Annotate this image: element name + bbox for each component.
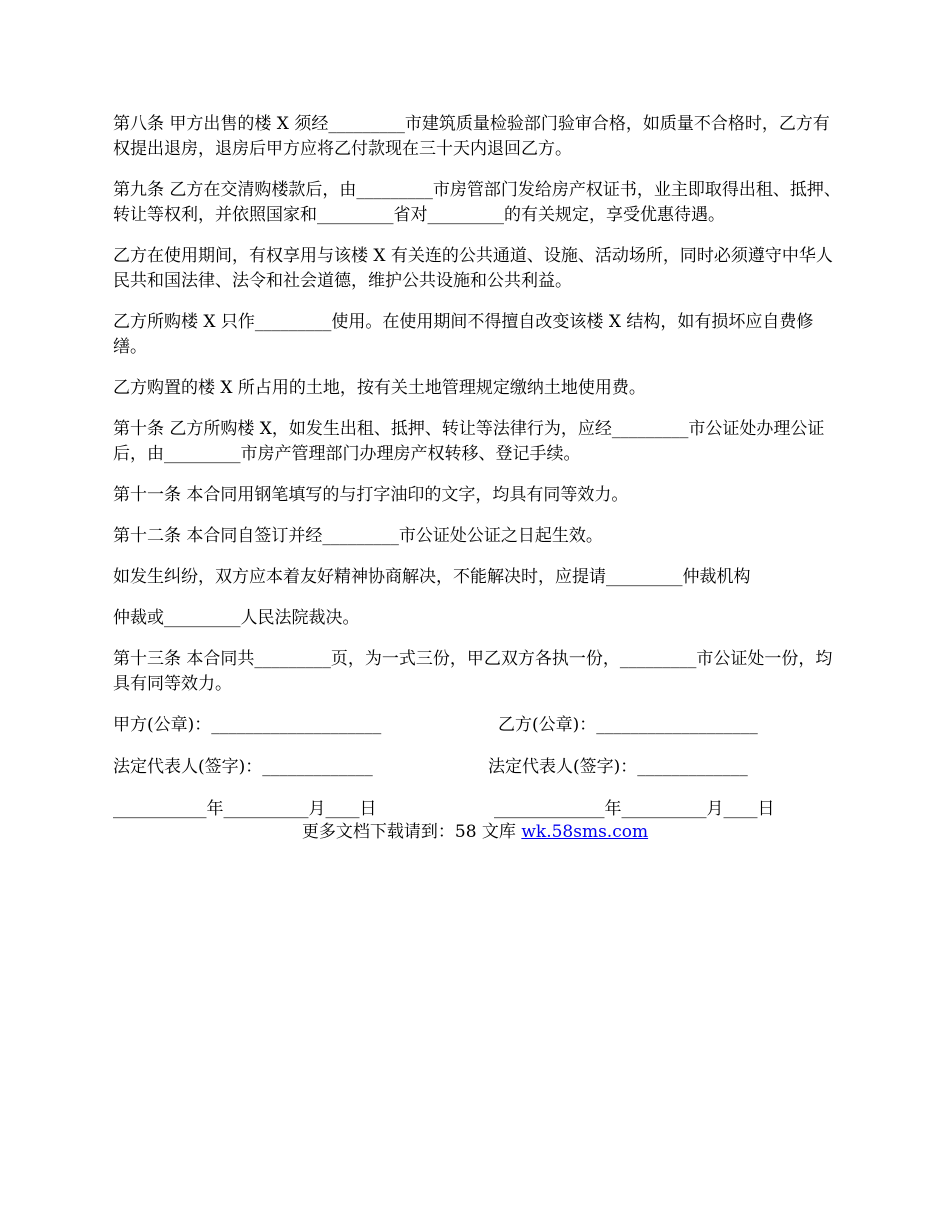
clause-10: 第十条 乙方所购楼 X，如发生出租、抵押、转让等法律行为，应经_________市公证处办理公证后，由_________市房产管理部门办理房产权转移、登记手续。 [113,419,825,464]
footer-link[interactable]: wk.58sms.com [521,822,649,842]
party-b-seal-field[interactable]: 乙方(公章)：___________________ [498,715,758,735]
clause-8: 第八条 甲方出售的楼 X 须经_________市建筑质量检验部门验审合格，如质量不合格时，乙方有权提出退房，退房后甲方应将乙付款现在三十天内退回乙方。 [113,114,830,159]
clause-13: 第十三条 本合同共_________页，为一式三份，甲乙双方各执一份，_________市公证处一份，均具有同等效力。 [113,649,833,694]
clause-12: 第十二条 本合同自签订并经_________市公证处公证之日起生效。 [113,526,603,546]
party-b-date-field[interactable]: _____________年__________月____日 [494,799,775,819]
dispute-clause: 如发生纠纷，双方应本着友好精神协商解决，不能解决时，应提请_________仲裁机构 [113,567,751,587]
clause-11: 第十一条 本合同用钢笔填写的与打字油印的文字，均具有同等效力。 [113,485,629,505]
date-row [113,797,843,822]
party-a-seal-field[interactable]: 甲方(公章)：____________________ [113,715,382,735]
seal-row [113,713,843,738]
representative-row [113,755,843,780]
clause-9-usage-purpose: 乙方所购楼 X 只作_________使用。在使用期间不得擅自改变该楼 X 结构，如有损坏应自费修缮。 [113,312,814,357]
contract-body [113,112,843,839]
clause-9: 第九条 乙方在交清购楼款后，由_________市房管部门发给房产权证书，业主即取得出租、抵押、转让等权利，并依照国家和_________省对_________的有关规定，享受优惠待遇。 [113,180,841,225]
arbitration-clause: 仲裁或_________人民法院裁决。 [113,608,360,628]
clause-9-land-fee: 乙方购置的楼 X 所占用的土地，按有关土地管理规定缴纳土地使用费。 [113,378,646,398]
footer [0,820,950,845]
party-a-representative-field[interactable]: 法定代表人(签字)：_____________ [113,757,373,777]
footer-text: 更多文档下载请到：58 文库 [301,822,522,842]
clause-9-usage-rights: 乙方在使用期间，有权享用与该楼 X 有关连的公共通道、设施、活动场所，同时必须遵守中华人民共和国法律、法令和社会道德，维护公共设施和公共利益。 [113,246,833,291]
party-a-date-field[interactable]: ___________年__________月____日 [113,799,377,819]
party-b-representative-field[interactable]: 法定代表人(签字)：_____________ [488,757,748,777]
